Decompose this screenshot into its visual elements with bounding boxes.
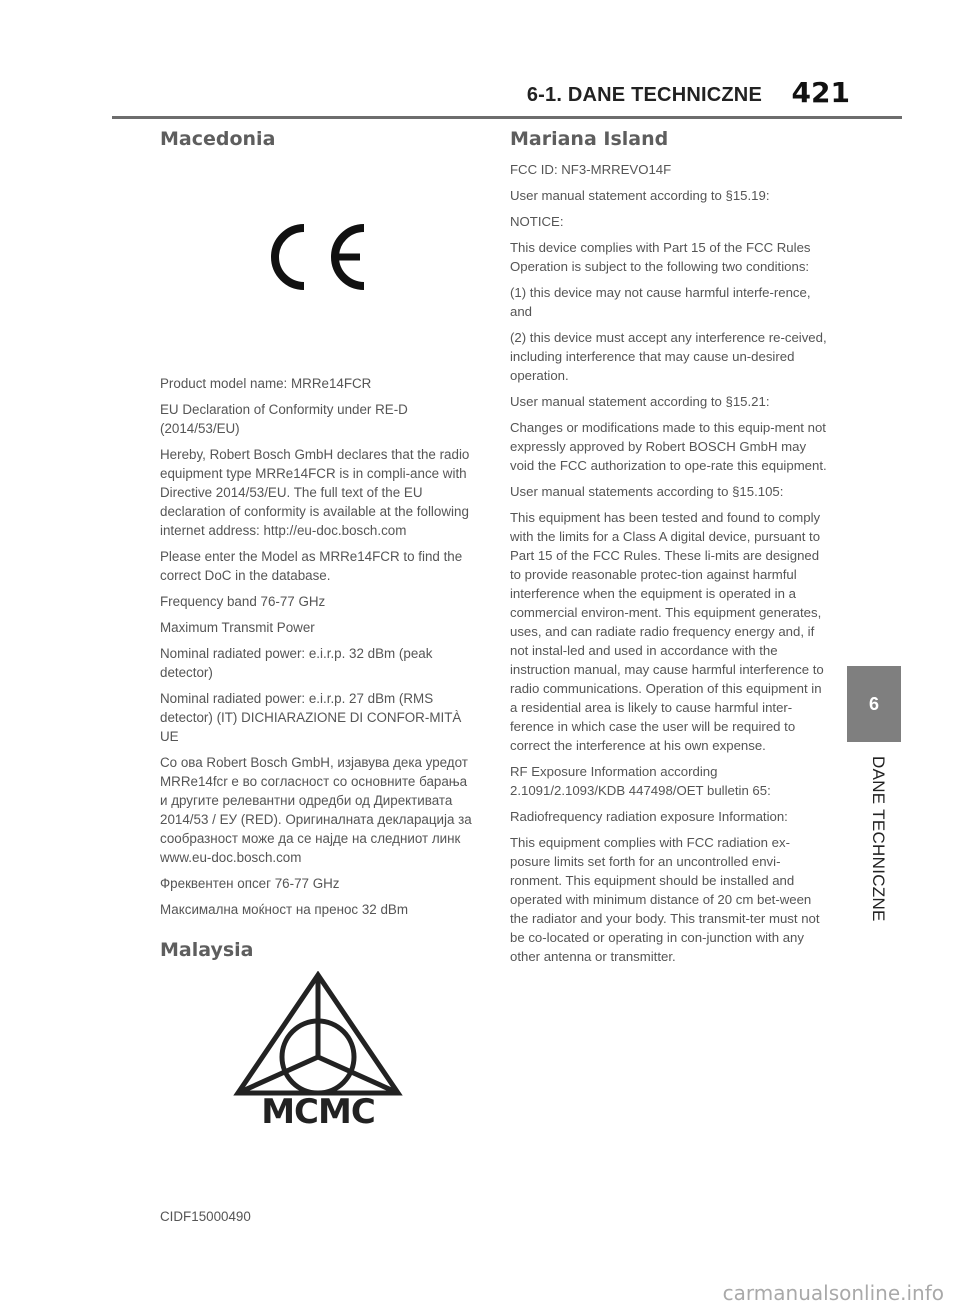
mariana-paragraph: Radiofrequency radiation exposure Information: xyxy=(510,809,788,824)
left-column xyxy=(160,128,478,1233)
mariana-paragraph: User manual statements according to §15.105: xyxy=(510,484,784,499)
macedonia-heading: Macedonia xyxy=(160,128,276,150)
macedonia-paragraph: Product model name: MRRe14FCR xyxy=(160,376,372,391)
mariana-paragraph: (2) this device must accept any interference re-ceived, including interference that may cause un-desired operation. xyxy=(510,330,827,383)
mariana-paragraph: Changes or modifications made to this equip-ment not expressly approved by Robert BOSCH GmbH may void the FCC authorization to ope-rate this equipment. xyxy=(510,420,827,473)
page-header xyxy=(112,72,902,119)
section-title: 6-1. DANE TECHNICZNE xyxy=(526,84,762,106)
page-number: 421 xyxy=(791,76,850,109)
ce-mark-area xyxy=(160,160,478,290)
right-column xyxy=(510,128,828,973)
mariana-paragraph: This equipment complies with FCC radiation ex-posure limits set forth for an uncontrolled envi-ronment. This equipment should be installed and operated with minimum distance of 20 cm bet-ween the radiator and your body. This transmit-ter must not be co-located or operating in con-junction with any other antenna or transmitter. xyxy=(510,835,820,964)
chapter-tab: 6 xyxy=(847,666,901,742)
chapter-side-label: DANE TECHNICZNE xyxy=(869,756,888,922)
macedonia-paragraph: Frequency band 76-77 GHz xyxy=(160,594,326,609)
cid-number: CIDF15000490 xyxy=(160,1209,251,1224)
mariana-paragraph: User manual statement according to §15.21: xyxy=(510,394,770,409)
macedonia-paragraph: Со ова Robert Bosch GmbH, изјавува дека уредот MRRe14fcr е во согласност со основните барања и другите релевантни одредби од Директивата 2014/53 / ЕУ (RED). Оригиналната декларација за сообразност може да се најде на следниот линк www.eu-doc.bosch.com xyxy=(160,755,472,865)
macedonia-paragraph: Фреквентен опсег 76-77 GHz xyxy=(160,876,340,891)
mcmc-logo-area xyxy=(160,971,478,1191)
mcmc-logo-icon xyxy=(228,971,408,1131)
ce-mark-icon xyxy=(260,224,370,290)
macedonia-paragraph: Maximum Transmit Power xyxy=(160,620,315,635)
macedonia-paragraph: EU Declaration of Conformity under RE-D (2014/53/EU) xyxy=(160,402,408,436)
mcmc-logo-text: MCMC xyxy=(261,1092,375,1131)
macedonia-paragraph: Nominal radiated power: e.i.r.p. 32 dBm (peak detector) xyxy=(160,646,433,680)
mariana-paragraph: This equipment has been tested and found to comply with the limits for a Class A digital device, pursuant to Part 15 of the FCC Rules. These li-mits are designed to provide reasonable protec-tion against harmful interference when the equipment is operated in a commercial environ-ment. This equipment generates, uses, and can radiate radio frequency energy and, if not instal-led and used in accordance with the instruction manual, may cause harmful interference to radio communications. Operation of this equipment in a residential area is likely to cause harmful inter-ference in which case the user will be required to correct the interference at his own expense. xyxy=(510,510,824,753)
macedonia-text xyxy=(160,374,478,919)
mariana-heading: Mariana Island xyxy=(510,128,669,150)
malaysia-heading: Malaysia xyxy=(160,939,254,961)
mariana-paragraph: User manual statement according to §15.19: xyxy=(510,188,770,203)
macedonia-paragraph: Максимална моќност на пренос 32 dBm xyxy=(160,902,408,917)
mariana-paragraph: FCC ID: NF3-MRREVO14F xyxy=(510,162,672,177)
watermark: carmanualsonline.info xyxy=(722,1281,944,1305)
macedonia-paragraph: Nominal radiated power: e.i.r.p. 27 dBm (RMS detector) (IT) DICHIARAZIONE DI CONFOR-MITÀ UE xyxy=(160,691,462,744)
macedonia-paragraph: Please enter the Model as MRRe14FCR to find the correct DoC in the database. xyxy=(160,549,463,583)
mariana-paragraph: This device complies with Part 15 of the FCC Rules Operation is subject to the following two conditions: xyxy=(510,240,811,274)
mariana-paragraph: (1) this device may not cause harmful interfe-rence, and xyxy=(510,285,811,319)
mariana-paragraph: RF Exposure Information according 2.1091/2.1093/KDB 447498/OET bulletin 65: xyxy=(510,764,771,798)
macedonia-paragraph: Hereby, Robert Bosch GmbH declares that the radio equipment type MRRe14FCR is in compli-ance with Directive 2014/53/EU. The full text of the EU declaration of conformity is available at the following internet address: http://eu-doc.bosch.com xyxy=(160,447,470,538)
mariana-paragraph: NOTICE: xyxy=(510,214,564,229)
